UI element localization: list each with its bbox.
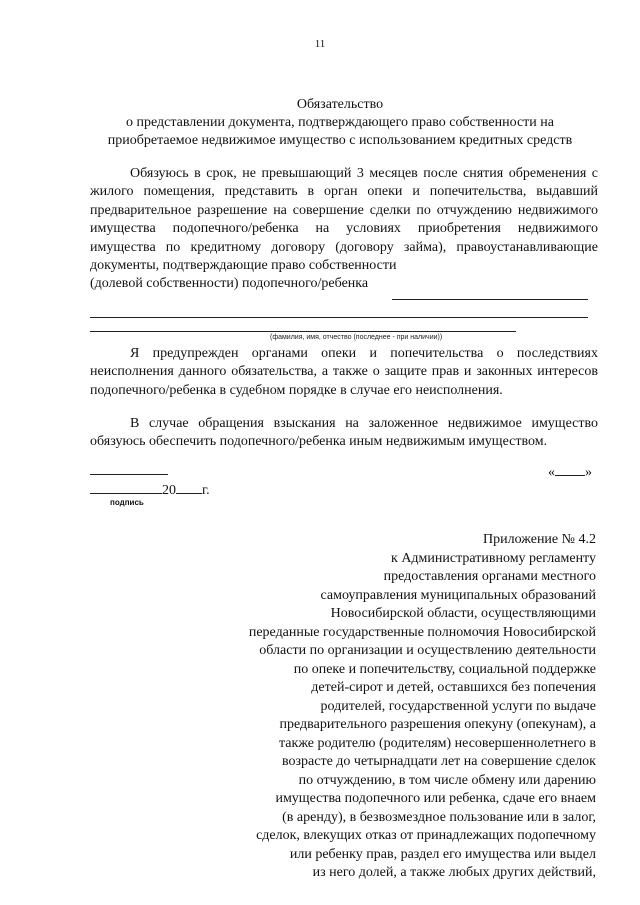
- annex-line: переданные государственные полномочия Новосибирской: [248, 624, 596, 640]
- fill-line-child-name-1: [392, 299, 588, 300]
- annex-line: или ребенку прав, раздел его имущества или выдел: [289, 846, 596, 862]
- annex-line: имущества подопечного или ребенка, сдаче его внаем: [275, 791, 596, 806]
- paragraph-obligation: [90, 165, 598, 294]
- paragraph-foreclosure: [90, 415, 598, 452]
- signature-line: [90, 474, 168, 475]
- year-suffix: г.: [202, 483, 210, 498]
- annex-line: сделок, влекущих отказ от принадлежащих подопечному: [256, 828, 596, 843]
- annex-line: родителей, государственной услуги по выдаче: [320, 698, 596, 714]
- annex-line: самоуправления муниципальных образований: [320, 587, 596, 603]
- title-line-3: приобретаемое недвижимое имущество с использованием кредитных средств: [107, 133, 573, 148]
- paragraph-1-text: Обязуюсь в срок, не превышающий 3 месяцев после снятия обременения с жилого помещения, представить в орган опеки и попечительства, выдавший предварительное разрешение на совершение сделки по отчуждению недвижимого имущества подопечного/ребенка на условиях приобретения недвижимого имущества по кредитному договору (договору займа), правоустанавливающие документы, подтверждающие право собственности: [90, 166, 598, 274]
- date-day-field: [548, 463, 592, 482]
- date-month-blank: [90, 481, 162, 494]
- signature-label: подпись: [110, 498, 144, 507]
- document-title: [80, 96, 600, 150]
- paragraph-2-text: Я предупрежден органами опеки и попечительства о последствиях неисполнения данного обязательства, а также о защите прав и законных интересов подопечного/ребенка в судебном порядке в случае его неисполнения.: [90, 346, 598, 398]
- caption-full-name: (фамилия, имя, отчество (последнее - при наличии)): [270, 334, 443, 341]
- paragraph-3-text: В случае обращения взыскания на заложенное недвижимое имущество обязуюсь обеспечить подопечного/ребенка иным недвижимым имуществом.: [90, 416, 598, 450]
- annex-header: [176, 531, 596, 883]
- paragraph-warning: [90, 345, 598, 400]
- annex-line: Приложение № 4.2: [483, 532, 596, 547]
- fill-line-child-name-3: [90, 331, 516, 332]
- page-number: 11: [314, 38, 326, 50]
- annex-line: по опеке и попечительству, социальной поддержке: [293, 661, 596, 677]
- year-blank: [176, 481, 202, 494]
- date-open-quote: «: [548, 465, 555, 480]
- annex-line: из него долей, а также любых других действий,: [312, 865, 596, 880]
- annex-line: предварительного разрешения опекуну (опекунам), а: [279, 717, 596, 732]
- annex-line: области по организации и осуществлению деятельности: [259, 643, 596, 658]
- annex-line: детей-сирот и детей, оставшихся без попечения: [311, 680, 596, 695]
- title-line-1: Обязательство: [296, 97, 384, 112]
- title-line-2: о представлении документа, подтверждающего право собственности на: [126, 115, 554, 130]
- annex-line: также родителю (родителям) несовершеннолетнего в: [279, 735, 596, 751]
- paragraph-1-last-text: (долевой собственности) подопечного/ребенка: [90, 276, 369, 292]
- date-close-quote: »: [585, 465, 592, 480]
- annex-line: (в аренду), в безвозмездное пользование или в залог,: [282, 809, 596, 825]
- year-prefix: 20: [162, 483, 176, 498]
- fill-line-child-name-2: [90, 317, 588, 318]
- date-year-field: [90, 481, 210, 500]
- annex-line: Новосибирской области, осуществляющими: [330, 606, 596, 621]
- annex-line: предоставления органами местного: [383, 569, 596, 584]
- annex-line: к Административному регламенту: [391, 550, 596, 566]
- paragraph-1-last-line: [90, 275, 598, 293]
- annex-line: по отчуждению, в том числе обмену или дарению: [298, 772, 596, 788]
- annex-line: возрасте до четырнадцати лет на совершение сделок: [281, 754, 596, 769]
- date-day-blank: [555, 463, 585, 476]
